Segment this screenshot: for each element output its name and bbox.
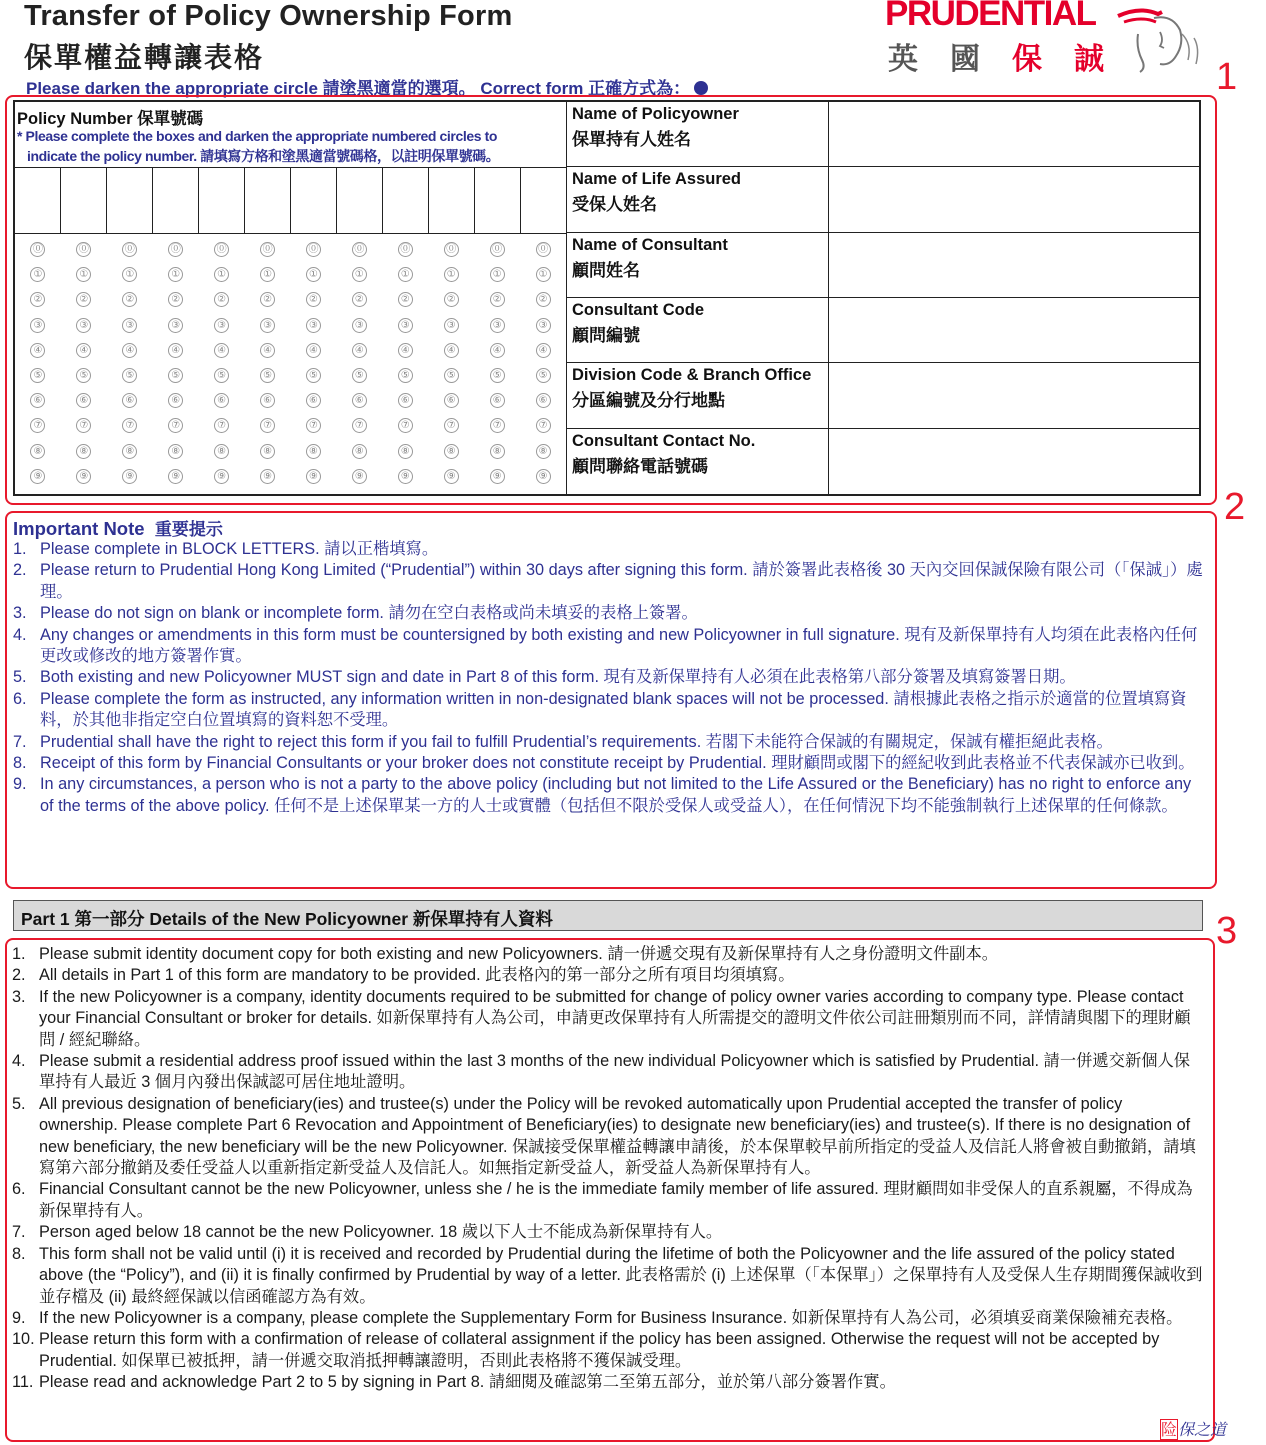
digit-circle[interactable]: ⑤	[306, 368, 321, 383]
digit-circle[interactable]: ③	[30, 318, 45, 333]
note-title-en: Important Note	[13, 518, 145, 539]
digit-column	[153, 234, 199, 494]
item-text: Financial Consultant cannot be the new Policyowner, unless she / he is the immediate family member of life assured. 理財顧問如非受保人的直系親屬，不得成為新保單持有人。	[39, 1180, 1193, 1220]
item-text: Please complete the form as instructed, any information written in non-designated blank spaces will not be processed. 請根據此表格之指示於適當的位置填寫資料，於其他非指定空白位置填寫的資料恕不受理。	[40, 689, 1187, 730]
policy-info-table	[13, 100, 1201, 496]
field-label-en: Name of Consultant	[572, 235, 728, 254]
field-label-zh: 顧問編號	[572, 326, 640, 346]
digit-circle[interactable]: ⓪	[260, 242, 275, 257]
field-input[interactable]	[829, 167, 1199, 231]
list-item	[13, 625, 1208, 668]
digit-circle[interactable]: ⓪	[536, 242, 551, 257]
field-row	[567, 363, 1199, 428]
watermark	[1160, 1417, 1226, 1440]
item-number: 7.	[12, 1223, 26, 1242]
digit-circle[interactable]: ⑤	[260, 368, 275, 383]
field-label	[567, 298, 829, 362]
item-text: Please do not sign on blank or incomplete form. 請勿在空白表格或尚未填妥的表格上簽署。	[40, 604, 698, 623]
digit-box[interactable]	[475, 168, 521, 233]
details-fields	[567, 102, 1199, 494]
list-item	[12, 965, 1205, 986]
item-text: Please return to Prudential Hong Kong Limited (“Prudential”) within 30 days after signing this form. 請於簽署此表格後 30 天內交回保誠保險有限公司（「保誠」）處理。	[40, 561, 1203, 601]
form-title-en: Transfer of Policy Ownership Form	[24, 0, 513, 32]
important-note-list	[13, 539, 1208, 817]
digit-circle[interactable]: ⑦	[122, 418, 137, 433]
digit-circle[interactable]: ⓪	[306, 242, 321, 257]
digit-circle[interactable]: ①	[352, 267, 367, 282]
digit-circle[interactable]: ④	[352, 343, 367, 358]
list-item	[12, 1094, 1205, 1180]
list-item	[12, 1179, 1205, 1222]
digit-circle[interactable]: ⑦	[536, 418, 551, 433]
digit-circle[interactable]: ④	[76, 343, 91, 358]
digit-circle[interactable]: ②	[352, 292, 367, 307]
digit-circle[interactable]: ③	[306, 318, 321, 333]
logo-chinese	[888, 34, 1136, 78]
digit-circle[interactable]: ②	[168, 292, 183, 307]
digit-circle[interactable]: ⑦	[168, 418, 183, 433]
digit-circle[interactable]: ⑧	[536, 444, 551, 459]
part-1-header: Part 1 第一部分 Details of the New Policyowner 新保單持有人資料	[13, 900, 1203, 931]
item-text: All details in Part 1 of this form are mandatory to be provided. 此表格內的第一部分之所有項目均須填寫。	[39, 966, 795, 985]
item-text: Please read and acknowledge Part 2 to 5 by signing in Part 8. 請細閱及確認第二至第五部分，並於第八部分簽署作實。	[39, 1373, 896, 1392]
list-item	[13, 732, 1208, 753]
digit-box[interactable]	[291, 168, 337, 233]
logo-char: 誠	[1074, 42, 1104, 77]
digit-circle[interactable]: ③	[168, 318, 183, 333]
digit-circle[interactable]: ⑨	[30, 469, 45, 484]
list-item	[13, 667, 1208, 688]
field-row	[567, 102, 1199, 167]
field-input[interactable]	[829, 363, 1199, 427]
item-number: 2.	[12, 966, 26, 985]
item-number: 11.	[12, 1373, 34, 1392]
field-label	[567, 102, 829, 166]
digit-circle[interactable]: ⑨	[214, 469, 229, 484]
digit-circle[interactable]: ⓪	[122, 242, 137, 257]
digit-circle[interactable]: ①	[398, 267, 413, 282]
digit-circle[interactable]: ⑨	[444, 469, 459, 484]
digit-circle[interactable]: ⑧	[30, 444, 45, 459]
item-number: 8.	[12, 1244, 26, 1263]
digit-circle[interactable]: ⑥	[490, 393, 505, 408]
digit-circle[interactable]: ⑥	[306, 393, 321, 408]
note-line: * Please complete the boxes and darken the appropriate numbered circles to	[17, 128, 498, 144]
digit-circle[interactable]: ⑨	[352, 469, 367, 484]
item-text: Both existing and new Policyowner MUST sign and date in Part 8 of this form. 現有及新保單持有人必須在此表格第八部分簽署及填寫簽署日期。	[40, 668, 1076, 687]
item-text: Please submit identity document copy for both existing and new Policyowners. 請一併遞交現有及新保單持有人之身份證明文件副本。	[39, 945, 999, 963]
list-item	[13, 689, 1208, 732]
field-input[interactable]	[829, 429, 1199, 494]
digit-circle[interactable]: ⑨	[76, 469, 91, 484]
digit-circle[interactable]: ③	[490, 318, 505, 333]
watermark-b: 保之道	[1178, 1420, 1227, 1439]
list-item	[12, 1244, 1205, 1308]
digit-circle[interactable]: ⑤	[76, 368, 91, 383]
digit-circle[interactable]: ③	[352, 318, 367, 333]
list-item	[12, 1308, 1205, 1329]
digit-circle[interactable]: ③	[536, 318, 551, 333]
field-label-zh: 保單持有人姓名	[572, 130, 691, 150]
digit-circle[interactable]: ⑤	[168, 368, 183, 383]
digit-circle[interactable]: ④	[398, 343, 413, 358]
digit-circle[interactable]: ②	[76, 292, 91, 307]
digit-circle[interactable]: ⓪	[398, 242, 413, 257]
item-number: 7.	[13, 732, 27, 751]
digit-circle[interactable]: ⑥	[30, 393, 45, 408]
digit-circle[interactable]: ④	[30, 343, 45, 358]
item-number: 2.	[13, 561, 27, 580]
item-number: 1.	[12, 945, 26, 963]
digit-circle[interactable]: ⓪	[214, 242, 229, 257]
field-label-en: Consultant Contact No.	[572, 431, 756, 450]
digit-circle[interactable]: ④	[490, 343, 505, 358]
digit-circle[interactable]: ①	[168, 267, 183, 282]
field-label-en: Name of Life Assured	[572, 170, 742, 189]
digit-box[interactable]	[337, 168, 383, 233]
digit-circle[interactable]: ⑧	[444, 444, 459, 459]
digit-circle[interactable]: ②	[490, 292, 505, 307]
digit-circle[interactable]: ⓪	[352, 242, 367, 257]
item-number: 5.	[13, 668, 27, 687]
item-number: 4.	[12, 1052, 26, 1071]
item-number: 5.	[12, 1094, 26, 1113]
digit-circle[interactable]: ③	[214, 318, 229, 333]
digit-circle[interactable]: ①	[444, 267, 459, 282]
item-text: Please submit a residential address proof issued within the last 3 months of the new individual Policyowner which is satisfied by Prudential. 請一併遞交新個人保單持有人最近 3 個月內發出保誠認可居住地址證明。	[39, 1052, 1191, 1092]
digit-circle[interactable]: ②	[122, 292, 137, 307]
instruction-text: Please darken the appropriate circle 請塗黑適當的選項。 Correct form 正確方式為：	[26, 79, 691, 98]
item-number: 1.	[13, 540, 27, 558]
field-input[interactable]	[829, 102, 1199, 166]
digit-circle[interactable]: ⑧	[76, 444, 91, 459]
digit-column	[245, 234, 291, 494]
digit-circle[interactable]: ⑦	[30, 418, 45, 433]
logo-char: 保	[1012, 42, 1042, 77]
digit-box[interactable]	[245, 168, 291, 233]
marker-2: 2	[1224, 486, 1246, 528]
digit-circle[interactable]: ①	[122, 267, 137, 282]
digit-box[interactable]	[107, 168, 153, 233]
digit-circle[interactable]: ⑨	[168, 469, 183, 484]
digit-circle[interactable]: ⑥	[260, 393, 275, 408]
digit-column	[15, 234, 61, 494]
digit-circle[interactable]: ⑦	[214, 418, 229, 433]
digit-circle[interactable]: ②	[260, 292, 275, 307]
field-input[interactable]	[829, 298, 1199, 362]
item-text: If the new Policyowner is a company, please complete the Supplementary Form for Business Insurance. 如新保單持有人為公司，必須填妥商業保險補充表格。	[39, 1308, 1183, 1327]
digit-circle[interactable]: ⑦	[306, 418, 321, 433]
important-note-title	[13, 515, 223, 540]
list-item	[12, 944, 1205, 965]
item-text: Please return this form with a confirmation of release of collateral assignment if the policy has been assigned. Otherwise the request will not be accepted by Prudential. 如保單已被抵押，請一併遞交取消抵押轉讓證明，否則此表格將不獲保誠受理。	[39, 1330, 1160, 1370]
digit-circle[interactable]: ⑤	[444, 368, 459, 383]
part-1-list	[12, 944, 1205, 1394]
digit-circle[interactable]: ⑤	[490, 368, 505, 383]
digit-circle[interactable]: ⓪	[444, 242, 459, 257]
digit-circle[interactable]: ④	[260, 343, 275, 358]
field-label	[567, 233, 829, 297]
item-text: In any circumstances, a person who is not a party to the above policy (including but not limited to the Life Assured or the Beneficiary) has no right to enforce any of the terms of the above policy. 任何不是上述保單某一方的人士或實體（包括但不限於受保人或受益人），在任何情況下均不能強制執行上述保單的任何條款。	[40, 775, 1192, 815]
digit-column	[336, 234, 382, 494]
field-label-zh: 分區編號及分行地點	[572, 391, 725, 412]
digit-circle[interactable]: ④	[306, 343, 321, 358]
digit-circle[interactable]: ①	[214, 267, 229, 282]
item-number: 10.	[12, 1330, 35, 1349]
list-item	[12, 1329, 1205, 1372]
field-input[interactable]	[829, 233, 1199, 297]
digit-circle[interactable]: ④	[214, 343, 229, 358]
digit-circle[interactable]: ⑧	[122, 444, 137, 459]
digit-circle[interactable]: ②	[444, 292, 459, 307]
policy-number-boxes	[15, 168, 567, 234]
list-item	[12, 1051, 1205, 1094]
digit-circle[interactable]: ⓪	[76, 242, 91, 257]
item-text: Any changes or amendments in this form must be countersigned by both existing and new Policyowner in full signature. 現有及新保單持有人均須在此表格內任何更改或修改的地方簽署作實。	[40, 625, 1198, 666]
field-label-zh: 顧問聯絡電話號碼	[572, 456, 708, 477]
digit-box[interactable]	[15, 168, 61, 233]
digit-circle[interactable]: ⑤	[536, 368, 551, 383]
list-item	[13, 774, 1208, 817]
digit-circle[interactable]: ⑥	[444, 393, 459, 408]
logo-char: 英	[888, 42, 918, 77]
digit-circle[interactable]: ⓪	[168, 242, 183, 257]
field-label	[567, 363, 829, 427]
policy-number-title: Policy Number 保單號碼	[17, 110, 204, 128]
digit-column	[474, 234, 520, 494]
field-label	[567, 429, 829, 494]
list-item	[13, 560, 1208, 603]
field-row	[567, 429, 1199, 494]
digit-circle[interactable]: ⑦	[352, 418, 367, 433]
digit-circle[interactable]: ⑥	[168, 393, 183, 408]
digit-circle[interactable]: ①	[30, 267, 45, 282]
item-text: If the new Policyowner is a company, identity documents required to be submitted for change of policy owner varies according to company type. Please contact your Financial Consultant or broker for details. 如新保單持有人為公司，申請更改保單持有人所需提交的證明文件依公司註冊類別而不同，詳情請與閣下的理財顧問 / 經紀聯絡。	[39, 987, 1191, 1049]
digit-circle[interactable]: ④	[168, 343, 183, 358]
digit-circle[interactable]: ②	[214, 292, 229, 307]
digit-circle[interactable]: ⑨	[306, 469, 321, 484]
item-number: 4.	[13, 625, 27, 644]
digit-column	[61, 234, 107, 494]
digit-circle[interactable]: ②	[30, 292, 45, 307]
digit-box[interactable]	[429, 168, 475, 233]
digit-column	[428, 234, 474, 494]
digit-circle[interactable]: ⑧	[260, 444, 275, 459]
digit-column	[199, 234, 245, 494]
policy-number-header	[15, 102, 567, 168]
digit-circle[interactable]: ①	[306, 267, 321, 282]
digit-circle[interactable]: ⑨	[398, 469, 413, 484]
filled-circle-icon	[694, 81, 708, 95]
item-number: 8.	[13, 754, 27, 773]
digit-circle[interactable]: ②	[536, 292, 551, 307]
digit-circle[interactable]: ④	[122, 343, 137, 358]
form-title-zh: 保單權益轉讓表格	[24, 41, 265, 74]
list-item	[13, 753, 1208, 774]
logo-char: 國	[950, 42, 980, 77]
digit-circle[interactable]: ⑨	[122, 469, 137, 484]
digit-circle[interactable]: ①	[536, 267, 551, 282]
field-label-en: Name of Policyowner	[572, 105, 739, 123]
digit-circle[interactable]: ⓪	[30, 242, 45, 257]
digit-circle[interactable]: ②	[306, 292, 321, 307]
item-text: All previous designation of beneficiary(ies) and trustee(s) under the Policy will be revoked automatically upon Prudential accepted the transfer of policy ownership. Please complete Part 6 Revocation and Appointment of Beneficiary(ies) to designate new beneficiary(ies) and trustee(s). If there is no designation of new beneficiary, the new beneficiary will be the new Policyowner. 保誠接受保單權益轉讓申請後，於本保單較早前所指定的受益人及信託人將會被自動撤銷，請填寫第六部分撤銷及委任受益人以重新指定新受益人及信託人。如無指定新受益人，新受益人為新保單持有人。	[39, 1094, 1196, 1178]
prudence-head-logo-icon	[1110, 4, 1205, 74]
digit-column	[107, 234, 153, 494]
digit-circle[interactable]: ⑥	[352, 393, 367, 408]
digit-circle[interactable]: ⓪	[490, 242, 505, 257]
digit-circle[interactable]: ③	[444, 318, 459, 333]
list-item	[12, 987, 1205, 1051]
field-label	[567, 167, 829, 231]
digit-column	[382, 234, 428, 494]
marker-1: 1	[1216, 56, 1238, 98]
item-text: This form shall not be valid until (i) it is received and recorded by Prudential during the lifetime of both the Policyowner and the life assured of the policy stated above (the “Policy”), and (ii) it is finally confirmed by Prudential by way of a letter. 此表格需於 (i) 上述保單（「本保單」）之保單持有人及受保人生存期間獲保誠收到並存檔及 (ii) 最終經保誠以信函確認方為有效。	[39, 1244, 1203, 1306]
item-text: Receipt of this form by Financial Consultants or your broker does not constitute receipt by Prudential. 理財顧問或閣下的經紀收到此表格並不代表保誠亦已收到。	[40, 754, 1195, 773]
digit-circle[interactable]: ⑧	[168, 444, 183, 459]
item-text: Please complete in BLOCK LETTERS. 請以正楷填寫。	[40, 540, 439, 558]
item-number: 3.	[12, 987, 26, 1006]
digit-circle[interactable]: ⑧	[490, 444, 505, 459]
note-line: indicate the policy number. 請填寫方格和塗黑適當號碼格，以註明保單號碼。	[27, 148, 500, 164]
list-item	[12, 1372, 1205, 1393]
field-row	[567, 233, 1199, 298]
digit-circle[interactable]: ③	[76, 318, 91, 333]
policy-number-circles	[15, 234, 567, 494]
digit-circle[interactable]: ⑥	[214, 393, 229, 408]
digit-circle[interactable]: ⑥	[76, 393, 91, 408]
digit-circle[interactable]: ⑤	[214, 368, 229, 383]
field-row	[567, 298, 1199, 363]
digit-circle[interactable]: ⑦	[490, 418, 505, 433]
digit-circle[interactable]: ⑥	[122, 393, 137, 408]
digit-circle[interactable]: ⑧	[398, 444, 413, 459]
digit-circle[interactable]: ⑤	[398, 368, 413, 383]
digit-circle[interactable]: ①	[76, 267, 91, 282]
note-title-zh: 重要提示	[154, 520, 223, 540]
digit-box[interactable]	[521, 168, 566, 233]
policy-number-note	[17, 126, 499, 166]
digit-circle[interactable]: ①	[260, 267, 275, 282]
list-item	[13, 539, 1208, 560]
digit-circle[interactable]: ④	[444, 343, 459, 358]
digit-circle[interactable]: ③	[260, 318, 275, 333]
digit-circle[interactable]: ⑥	[398, 393, 413, 408]
list-item	[13, 603, 1208, 624]
field-label-en: Consultant Code	[572, 301, 704, 319]
digit-box[interactable]	[383, 168, 429, 233]
item-number: 9.	[12, 1308, 26, 1327]
marker-3: 3	[1216, 910, 1238, 952]
digit-box[interactable]	[199, 168, 245, 233]
field-row	[567, 167, 1199, 232]
field-label-en: Division Code & Branch Office	[572, 366, 812, 385]
item-text: Person aged below 18 cannot be the new Policyowner. 18 歲以下人士不能成為新保單持有人。	[39, 1223, 723, 1242]
digit-circle[interactable]: ⑦	[444, 418, 459, 433]
digit-circle[interactable]: ⑧	[214, 444, 229, 459]
digit-column	[291, 234, 337, 494]
prudential-logo: PRUDENTIAL	[885, 0, 1096, 33]
digit-circle[interactable]: ⑥	[536, 393, 551, 408]
field-label-zh: 受保人姓名	[572, 195, 657, 216]
digit-circle[interactable]: ⑤	[122, 368, 137, 383]
digit-circle[interactable]: ⑧	[352, 444, 367, 459]
item-text: Prudential shall have the right to reject this form if you fail to fulfill Prudential’s requirements. 若閣下未能符合保誠的有關規定，保誠有權拒絕此表格。	[40, 732, 1113, 751]
digit-circle[interactable]: ③	[398, 318, 413, 333]
digit-circle[interactable]: ⑨	[260, 469, 275, 484]
item-number: 9.	[13, 775, 27, 794]
digit-circle[interactable]: ⑧	[306, 444, 321, 459]
digit-circle[interactable]: ⑤	[30, 368, 45, 383]
item-number: 6.	[13, 689, 27, 708]
watermark-a: 险	[1161, 1420, 1178, 1439]
digit-circle[interactable]: ⑨	[490, 469, 505, 484]
item-number: 3.	[13, 604, 27, 623]
digit-circle[interactable]: ⑦	[260, 418, 275, 433]
digit-circle[interactable]: ②	[398, 292, 413, 307]
digit-circle[interactable]: ⑦	[76, 418, 91, 433]
list-item	[12, 1222, 1205, 1243]
field-label-zh: 顧問姓名	[572, 260, 640, 281]
digit-column	[520, 234, 566, 494]
digit-circle[interactable]: ③	[122, 318, 137, 333]
digit-box[interactable]	[153, 168, 199, 233]
digit-circle[interactable]: ①	[490, 267, 505, 282]
digit-circle[interactable]: ⑦	[398, 418, 413, 433]
digit-circle[interactable]: ⑨	[536, 469, 551, 484]
digit-box[interactable]	[61, 168, 107, 233]
digit-circle[interactable]: ⑤	[352, 368, 367, 383]
item-number: 6.	[12, 1180, 26, 1199]
digit-circle[interactable]: ④	[536, 343, 551, 358]
